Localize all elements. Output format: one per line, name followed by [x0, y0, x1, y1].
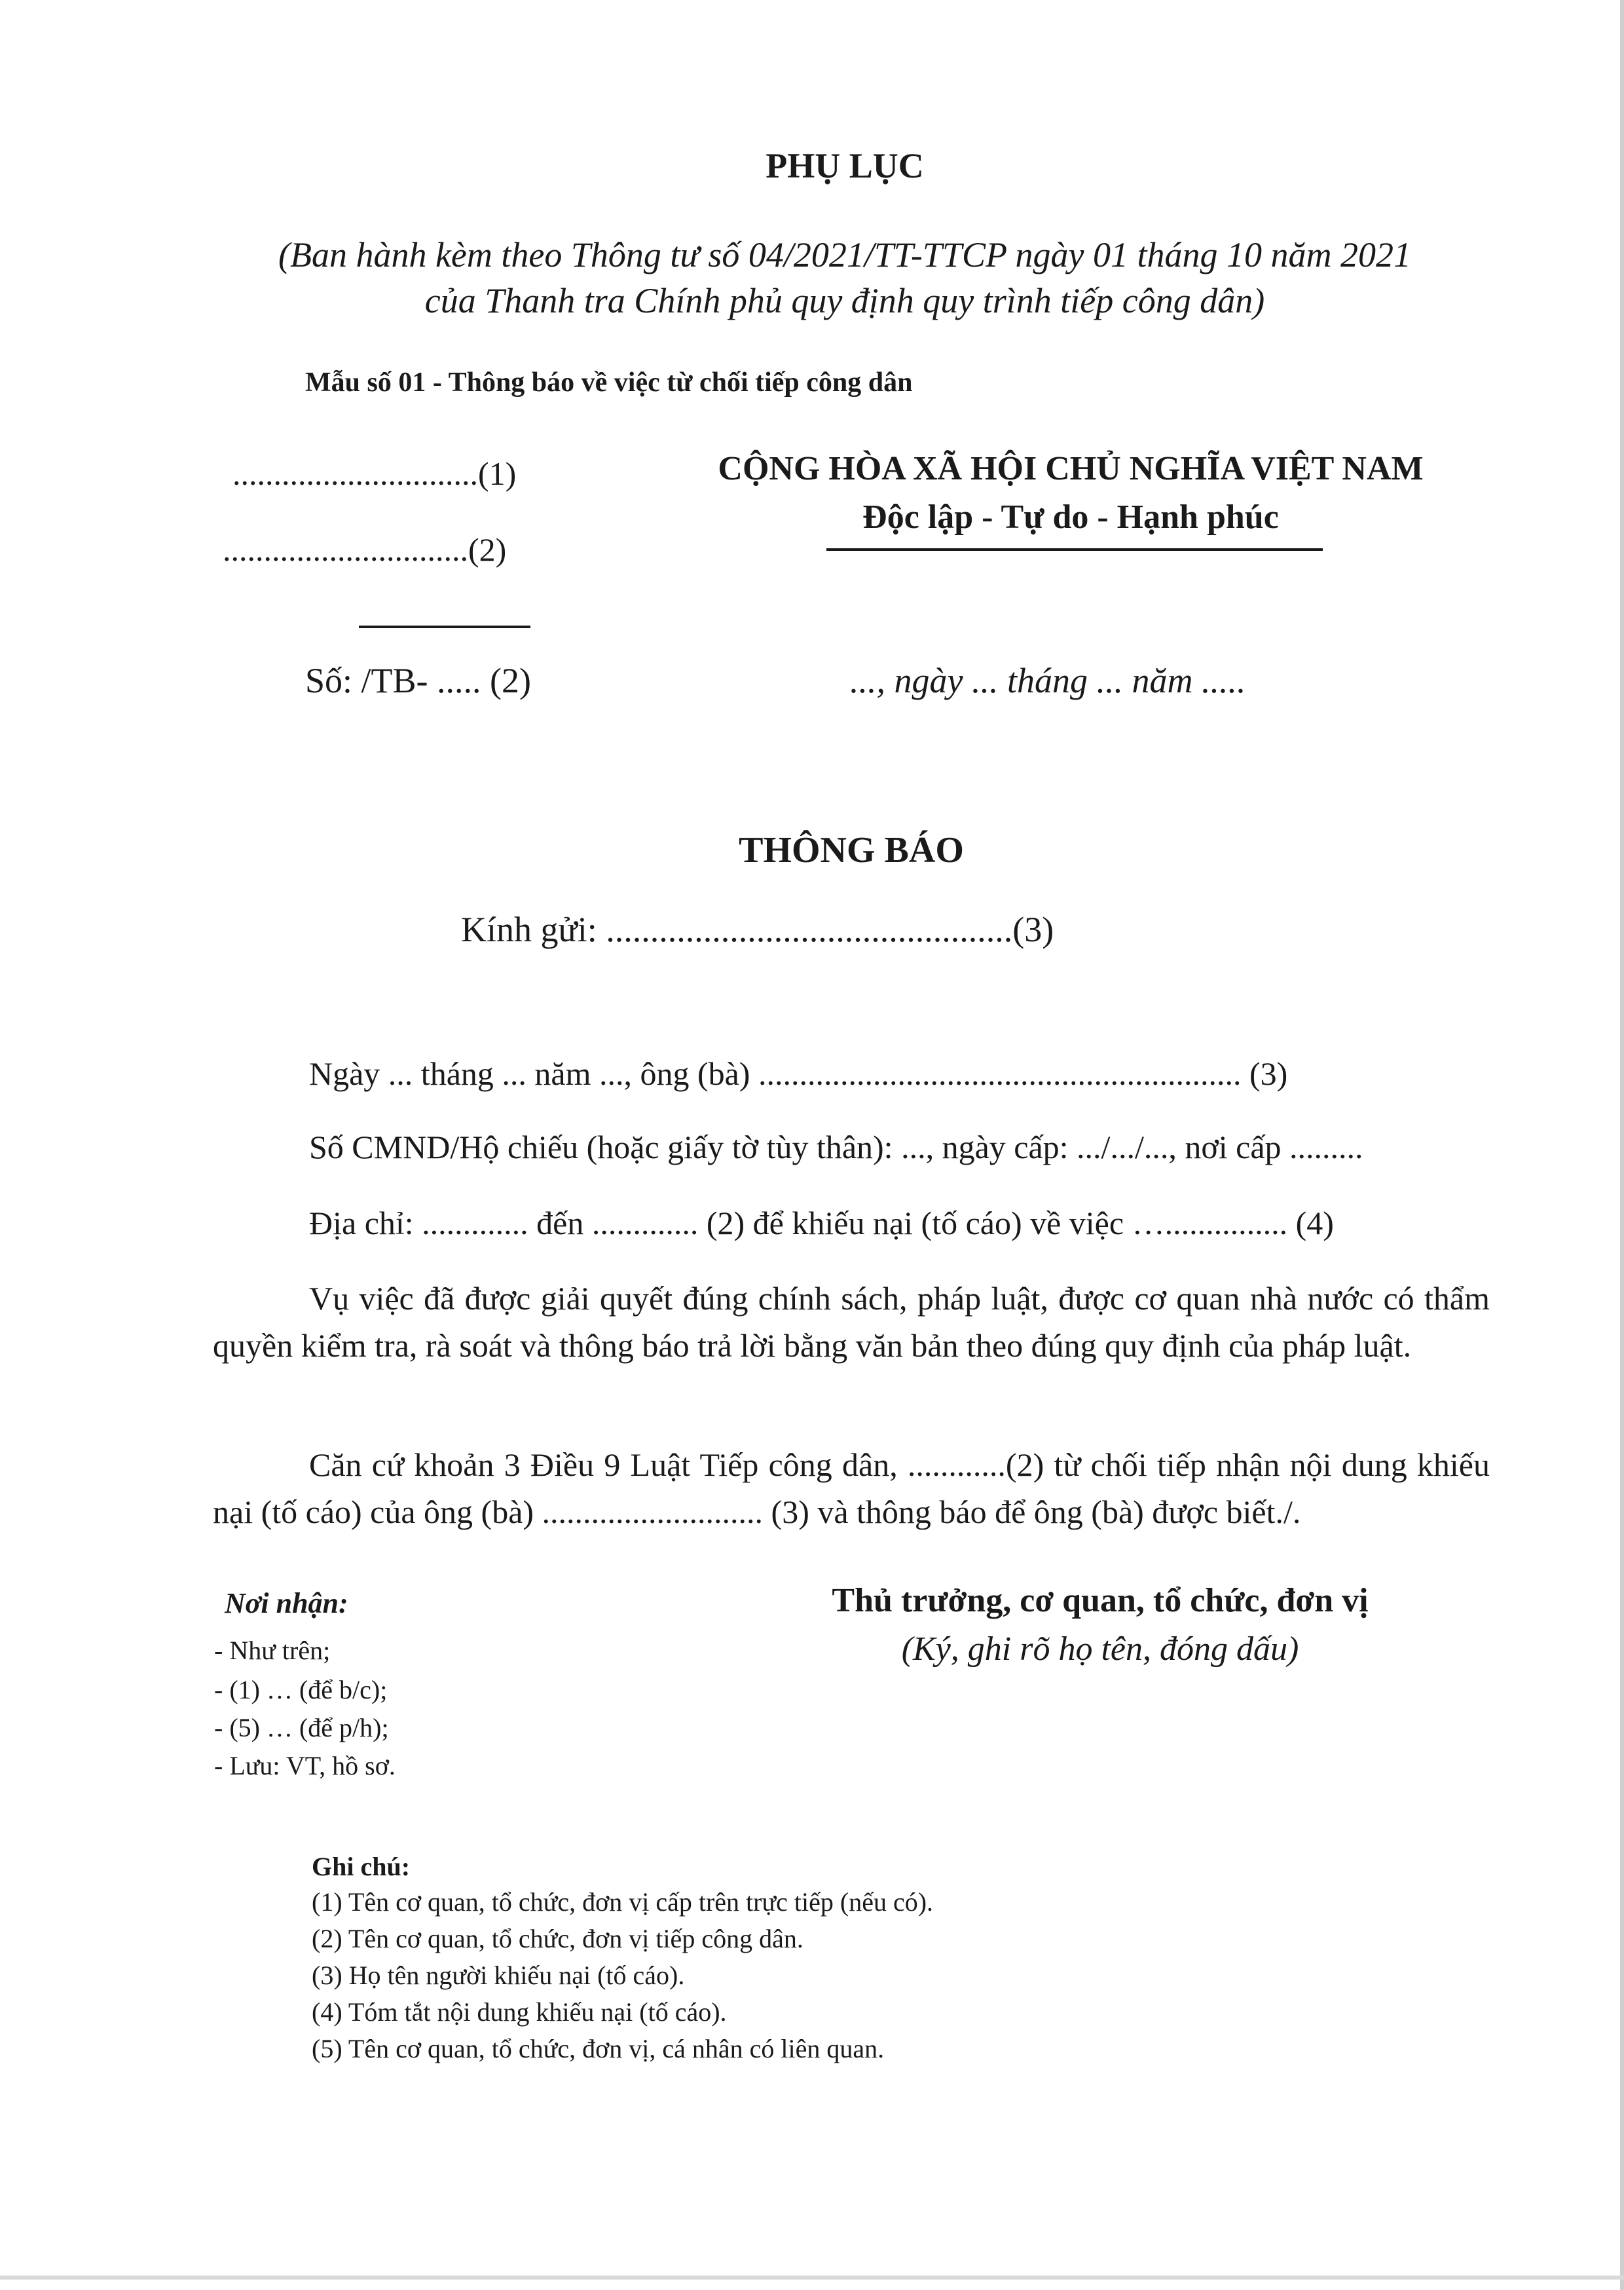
recipient-item: - Như trên;: [214, 1636, 331, 1665]
document-number: Số: /TB- ..... (2): [305, 661, 531, 700]
issuance-reference-line1: (Ban hành kèm theo Thông tư số 04/2021/TT-TTCP ngày 01 tháng 10 năm 2021: [278, 235, 1411, 274]
motto-divider: [826, 548, 1323, 551]
form-label: Mẫu số 01 - Thông báo về việc từ chối tiếp công dân: [305, 367, 913, 398]
issuance-reference-line2: của Thanh tra Chính phủ quy định quy trình tiếp công dân): [424, 281, 1265, 320]
case-resolved-paragraph: Vụ việc đã được giải quyết đúng chính sách, pháp luật, được cơ quan nhà nước có thẩm quyền kiểm tra, rà soát và thông báo trả lời bằng văn bản theo đúng quy định của pháp luật.: [213, 1280, 1490, 1364]
date-place-line: ..., ngày ... tháng ... năm .....: [850, 661, 1246, 700]
recipient-item: - (1) … (để b/c);: [214, 1675, 388, 1704]
note-item: (4) Tóm tắt nội dung khiếu nại (tố cáo).: [312, 1997, 727, 2027]
legal-basis-paragraph: Căn cứ khoản 3 Điều 9 Luật Tiếp công dân, ............(2) từ chối tiếp nhận nội dung khiếu nại (tố cáo) của ông (bà) ........................... (3) và thông báo để ông (bà) được biết./.: [213, 1446, 1490, 1530]
signer-title: Thủ trưởng, cơ quan, tổ chức, đơn vị: [832, 1582, 1369, 1619]
note-item: (3) Họ tên người khiếu nại (tố cáo).: [312, 1961, 685, 1990]
visit-date-line: Ngày ... tháng ... năm ..., ông (bà) ........................................................... (3): [309, 1055, 1288, 1092]
id-document-line: Số CMND/Hộ chiếu (hoặc giấy tờ tùy thân): ..., ngày cấp: .../.../..., nơi cấp .........: [309, 1129, 1363, 1165]
recipients-heading: Nơi nhận:: [225, 1587, 348, 1619]
recipient-item: - Lưu: VT, hồ sơ.: [214, 1751, 396, 1780]
superior-agency-placeholder: ..............................(1): [232, 455, 517, 492]
note-item: (5) Tên cơ quan, tổ chức, đơn vị, cá nhân có liên quan.: [312, 2034, 885, 2063]
signature-instruction: (Ký, ghi rõ họ tên, đóng dấu): [901, 1630, 1299, 1668]
national-motto: Độc lập - Tự do - Hạnh phúc: [862, 498, 1279, 536]
address-line: Địa chỉ: ............. đến ............. (2) để khiếu nại (tố cáo) về việc …............... (4): [309, 1205, 1334, 1241]
national-name: CỘNG HÒA XÃ HỘI CHỦ NGHĨA VIỆT NAM: [718, 450, 1424, 487]
note-item: (1) Tên cơ quan, tổ chức, đơn vị cấp trên trực tiếp (nếu có).: [312, 1887, 934, 1917]
scan-edge-right: [1620, 0, 1624, 2290]
issuing-agency-placeholder: ..............................(2): [223, 531, 507, 568]
notes-heading: Ghi chú:: [312, 1852, 411, 1881]
scan-edge-bottom: [0, 2276, 1624, 2280]
agency-divider: [359, 626, 530, 628]
note-item: (2) Tên cơ quan, tổ chức, đơn vị tiếp công dân.: [312, 1924, 803, 1953]
recipient-item: - (5) … (để p/h);: [214, 1713, 389, 1742]
recipient-line: Kính gửi: ..............................................(3): [461, 910, 1054, 949]
notice-title: THÔNG BÁO: [739, 830, 964, 871]
appendix-title: PHỤ LỤC: [766, 146, 924, 185]
